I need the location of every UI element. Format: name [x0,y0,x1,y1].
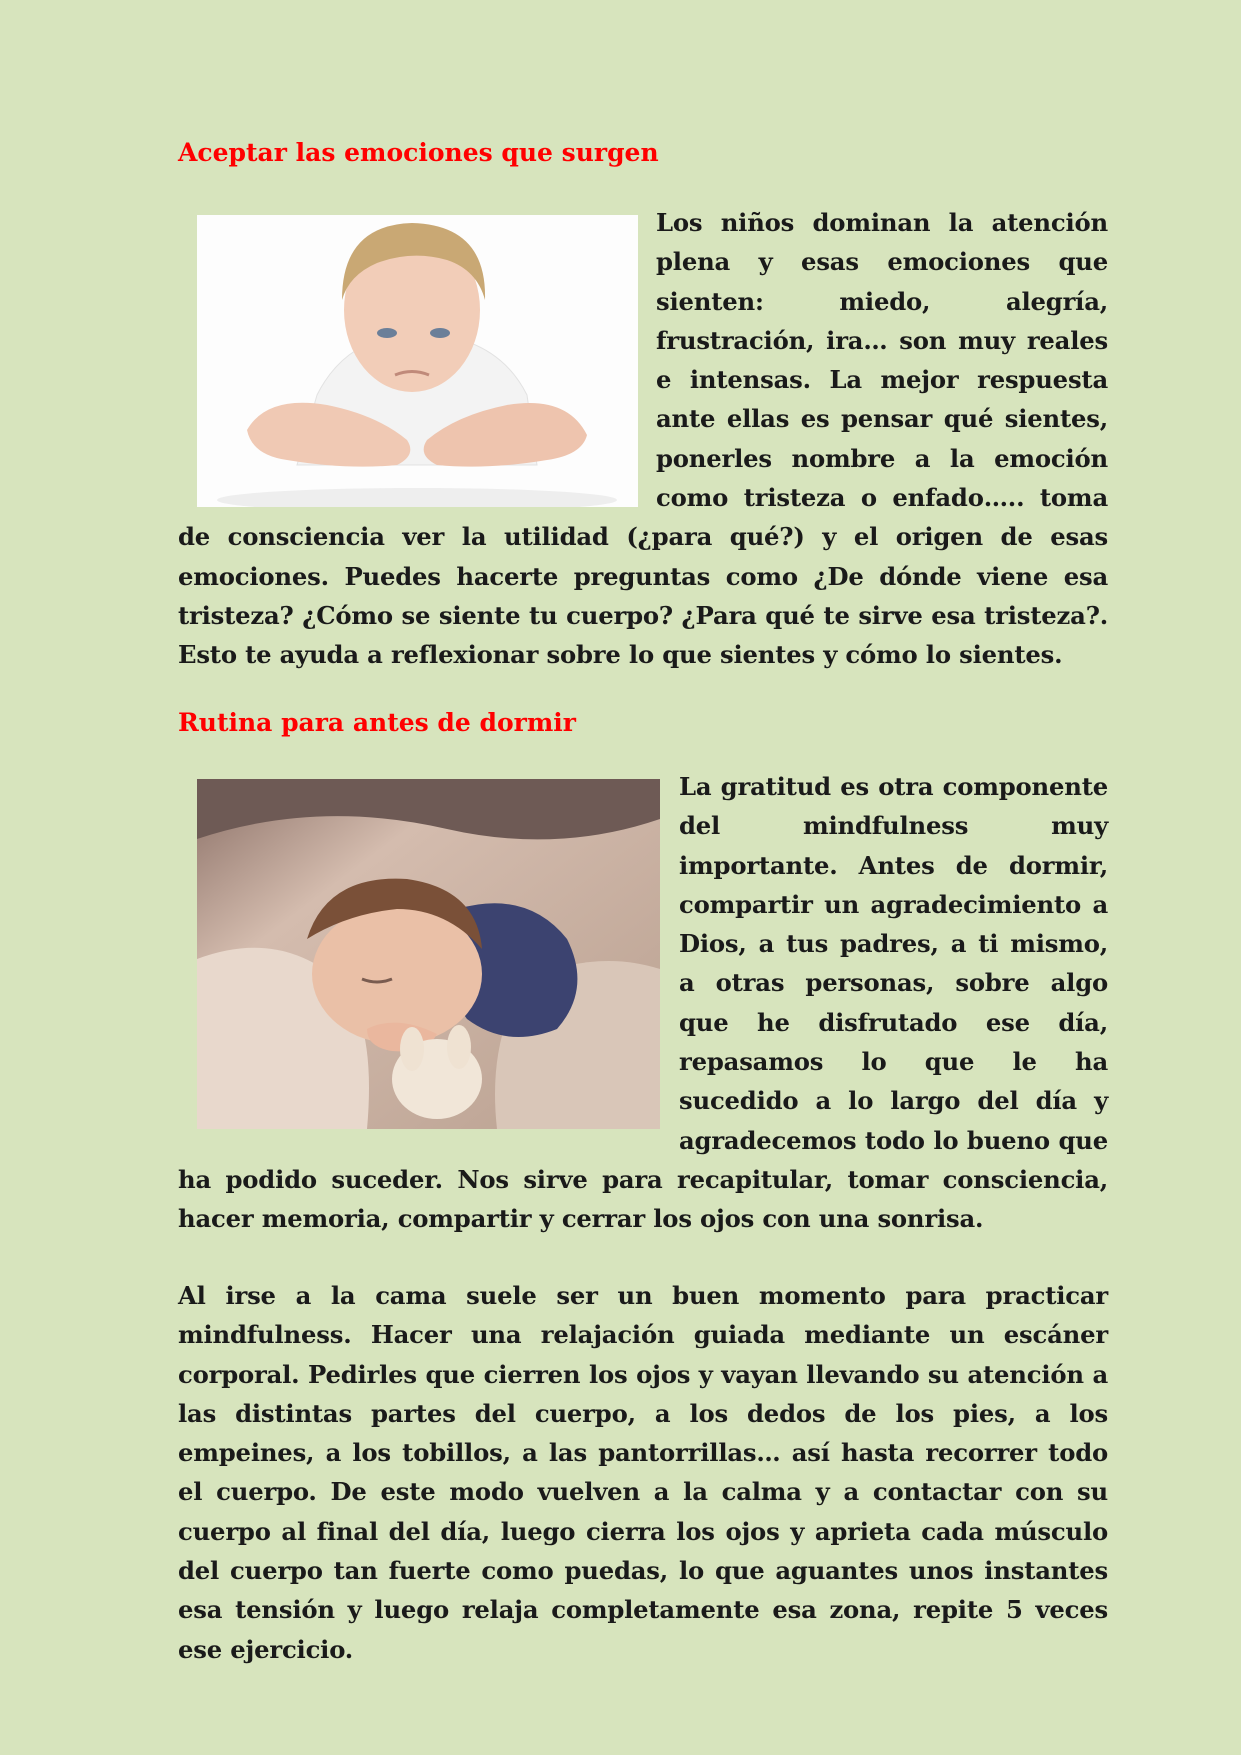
sad-boy-photo [197,215,638,507]
section-emociones-paragraph: Los niños dominan la atención plena y esas emociones que sienten: miedo, alegría, frustración, ira… son muy reales e intensas. La mejor respuesta ante ellas es pensar qué sientes, ponerles nombre a la emoción como tristeza o enfado….. toma de consciencia ver la utilidad (¿para qué?) y el origen de esas emociones. Puedes hacerte preguntas como ¿De dónde viene esa tristeza? ¿Cómo se siente tu cuerpo? ¿Para qué te sirve esa tristeza?. Esto te ayuda a reflexionar sobre lo que sientes y cómo lo sientes. [178,208,1108,670]
sleeping-child-photo [197,779,660,1129]
section-dormir-paragraph-1: La gratitud es otra componente del mindfulness muy importante. Antes de dormir, compartir un agradecimiento a Dios, a tus padres, a ti mismo, a otras personas, sobre algo que he disfrutado ese día, repasamos lo que le ha sucedido a lo largo del día y agradecemos todo lo bueno que ha podido suceder. Nos sirve para recapitular, tomar consciencia, hacer memoria, compartir y cerrar los ojos con una sonrisa. [178,772,1108,1234]
section-heading-dormir: Rutina para antes de dormir [178,708,576,737]
section-emociones-body [178,203,1108,675]
section-dormir-body [178,767,1108,1239]
section-dormir-paragraph-2: Al irse a la cama suele ser un buen momento para practicar mindfulness. Hacer una relajación guiada mediante un escáner corporal. Pedirles que cierren los ojos y vayan llevando su atención a las distintas partes del cuerpo, a los dedos de los pies, a los empeines, a los tobillos, a las pantorrillas… así hasta recorrer todo el cuerpo. De este modo vuelven a la calma y a contactar con su cuerpo al final del día, luego cierra los ojos y aprieta cada músculo del cuerpo tan fuerte como puedas, lo que aguantes unos instantes esa tensión y luego relaja completamente esa zona, repite 5 veces ese ejercicio. [178,1281,1108,1664]
section-heading-emociones: Aceptar las emociones que surgen [178,138,659,167]
